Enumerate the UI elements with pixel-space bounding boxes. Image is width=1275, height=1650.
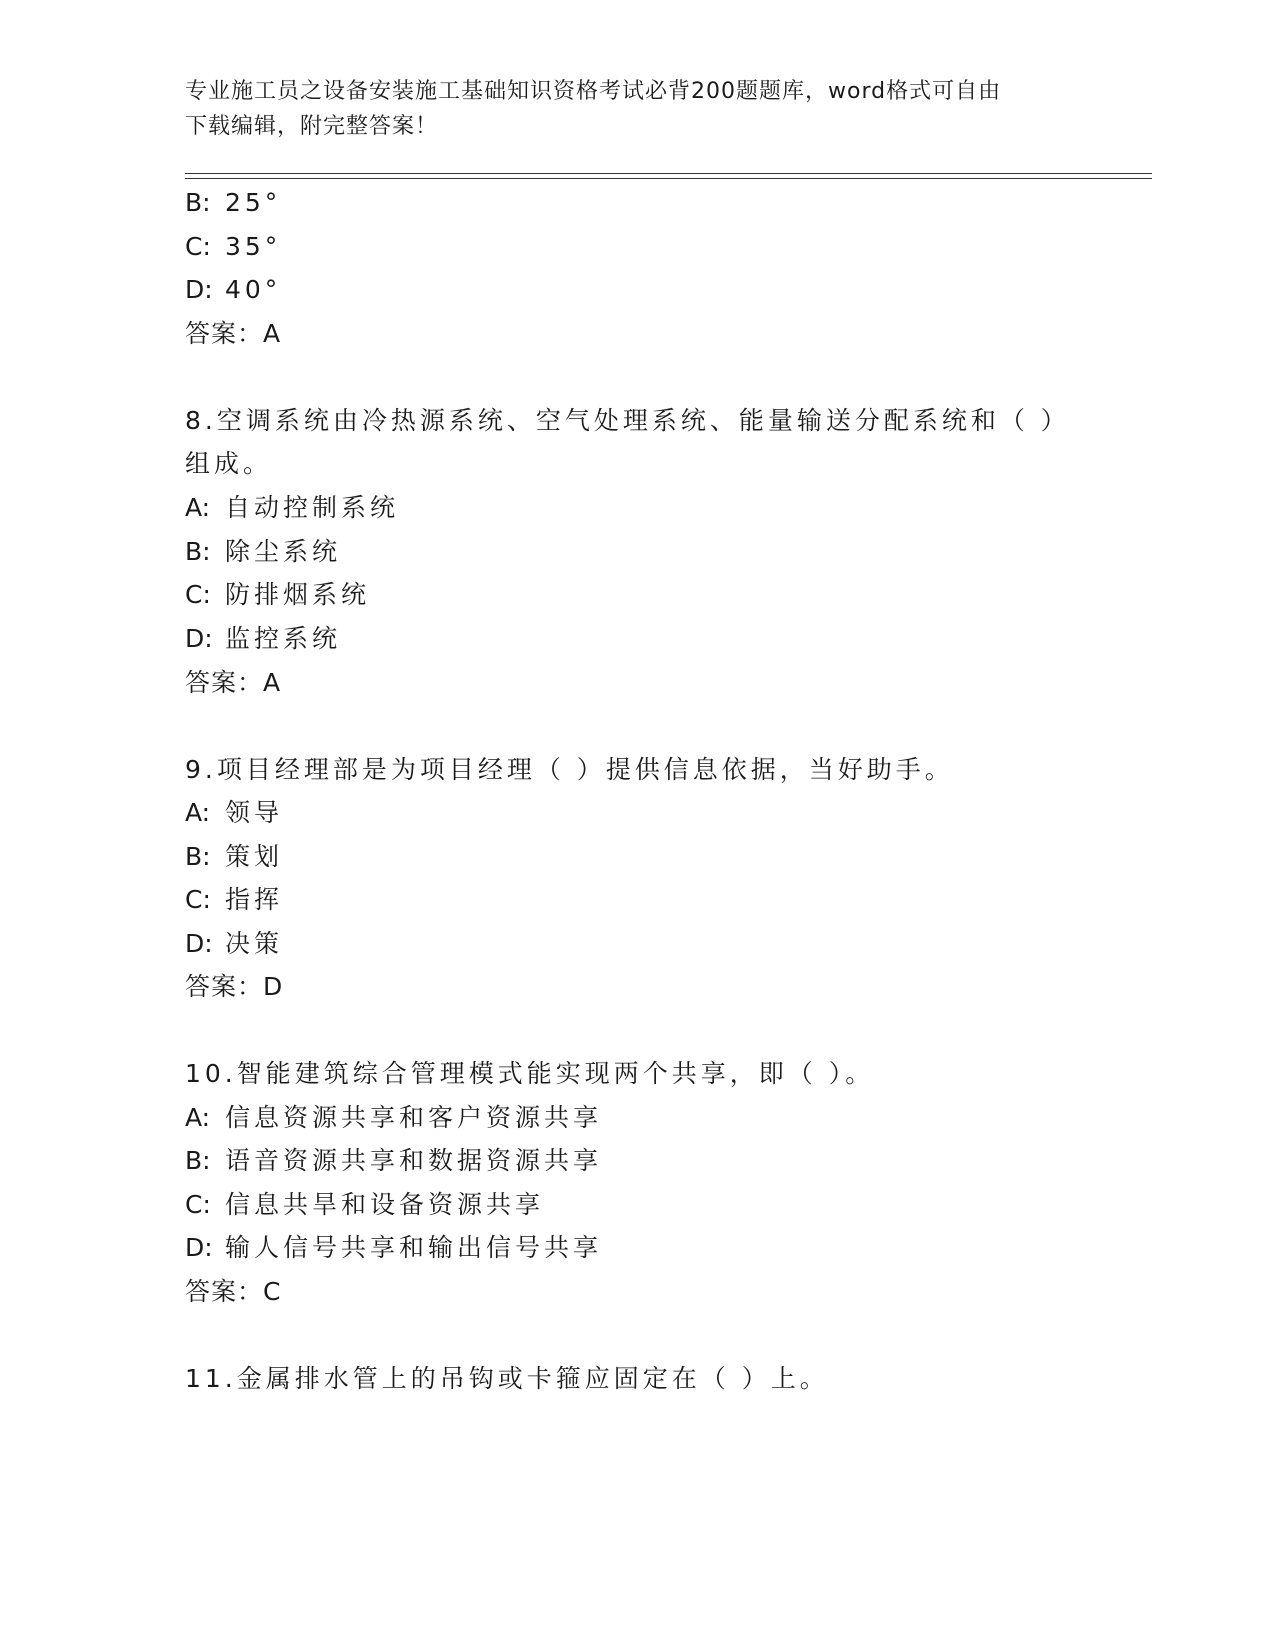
q10-option-d bbox=[185, 1233, 602, 1263]
option-letter: C: bbox=[185, 232, 211, 261]
q10-answer: 答案：C bbox=[185, 1277, 282, 1306]
q7-option-c bbox=[185, 232, 281, 262]
q10-option-b bbox=[185, 1146, 602, 1176]
option-letter: C: bbox=[185, 580, 211, 609]
option-letter: B: bbox=[185, 537, 211, 566]
q10-stem-line-1: 10.智能建筑综合管理模式能实现两个共享，即（ ）。 bbox=[185, 1059, 875, 1088]
q11-stem-line-1: 11.金属排水管上的吊钩或卡箍应固定在（ ）上。 bbox=[185, 1364, 829, 1393]
q7-option-d bbox=[185, 275, 281, 305]
q10-option-c bbox=[185, 1190, 544, 1220]
option-letter: A: bbox=[185, 798, 211, 827]
q9-option-a bbox=[185, 798, 283, 828]
q8-stem-line-1: 8.空调系统由冷热源系统、空气处理系统、能量输送分配系统和（ ） bbox=[185, 406, 1070, 435]
q8-option-c bbox=[185, 580, 370, 610]
option-text: 35° bbox=[225, 232, 282, 261]
header-divider-bottom bbox=[185, 178, 1152, 179]
q9-answer: 答案：D bbox=[185, 972, 284, 1001]
option-letter: B: bbox=[185, 1146, 211, 1175]
option-letter: A: bbox=[185, 1103, 211, 1132]
option-text: 监控系统 bbox=[225, 624, 342, 653]
option-letter: C: bbox=[185, 885, 211, 914]
q8-answer: 答案：A bbox=[185, 668, 282, 697]
option-letter: D: bbox=[185, 929, 213, 958]
q9-stem-line-1: 9.项目经理部是为项目经理（ ）提供信息依据，当好助手。 bbox=[185, 755, 954, 784]
option-text: 指挥 bbox=[225, 885, 284, 914]
option-text: 决策 bbox=[225, 929, 284, 958]
option-text: 输人信号共享和输出信号共享 bbox=[225, 1233, 603, 1262]
option-text: 25° bbox=[225, 188, 282, 217]
q8-option-b bbox=[185, 537, 341, 567]
q9-option-d bbox=[185, 929, 283, 959]
option-text: 防排烟系统 bbox=[225, 580, 371, 609]
option-text: 自动控制系统 bbox=[225, 493, 400, 522]
option-letter: D: bbox=[185, 624, 213, 653]
header-divider-top bbox=[185, 173, 1152, 174]
q9-option-c bbox=[185, 885, 283, 915]
header-title-line-1: 专业施工员之设备安装施工基础知识资格考试必背200题题库，word格式可自由 bbox=[185, 79, 1002, 104]
q10-option-a bbox=[185, 1103, 602, 1133]
option-text: 除尘系统 bbox=[225, 537, 342, 566]
q8-option-a bbox=[185, 493, 399, 523]
header-title-line-2: 下载编辑，附完整答案！ bbox=[185, 114, 439, 139]
option-letter: D: bbox=[185, 275, 213, 304]
q8-stem-line-2: 组成。 bbox=[185, 449, 273, 478]
option-text: 策划 bbox=[225, 842, 284, 871]
option-letter: D: bbox=[185, 1233, 213, 1262]
q9-option-b bbox=[185, 842, 283, 872]
q7-option-b bbox=[185, 188, 281, 218]
option-letter: C: bbox=[185, 1190, 211, 1219]
document-header bbox=[185, 74, 1085, 144]
option-letter: B: bbox=[185, 188, 211, 217]
option-text: 信息共旱和设备资源共享 bbox=[225, 1190, 545, 1219]
option-text: 语音资源共享和数据资源共享 bbox=[225, 1146, 603, 1175]
q8-option-d bbox=[185, 624, 341, 654]
option-text: 信息资源共享和客户资源共享 bbox=[225, 1103, 603, 1132]
q7-answer: 答案：A bbox=[185, 319, 282, 348]
option-letter: B: bbox=[185, 842, 211, 871]
option-letter: A: bbox=[185, 493, 211, 522]
option-text: 领导 bbox=[225, 798, 284, 827]
option-text: 40° bbox=[225, 275, 282, 304]
